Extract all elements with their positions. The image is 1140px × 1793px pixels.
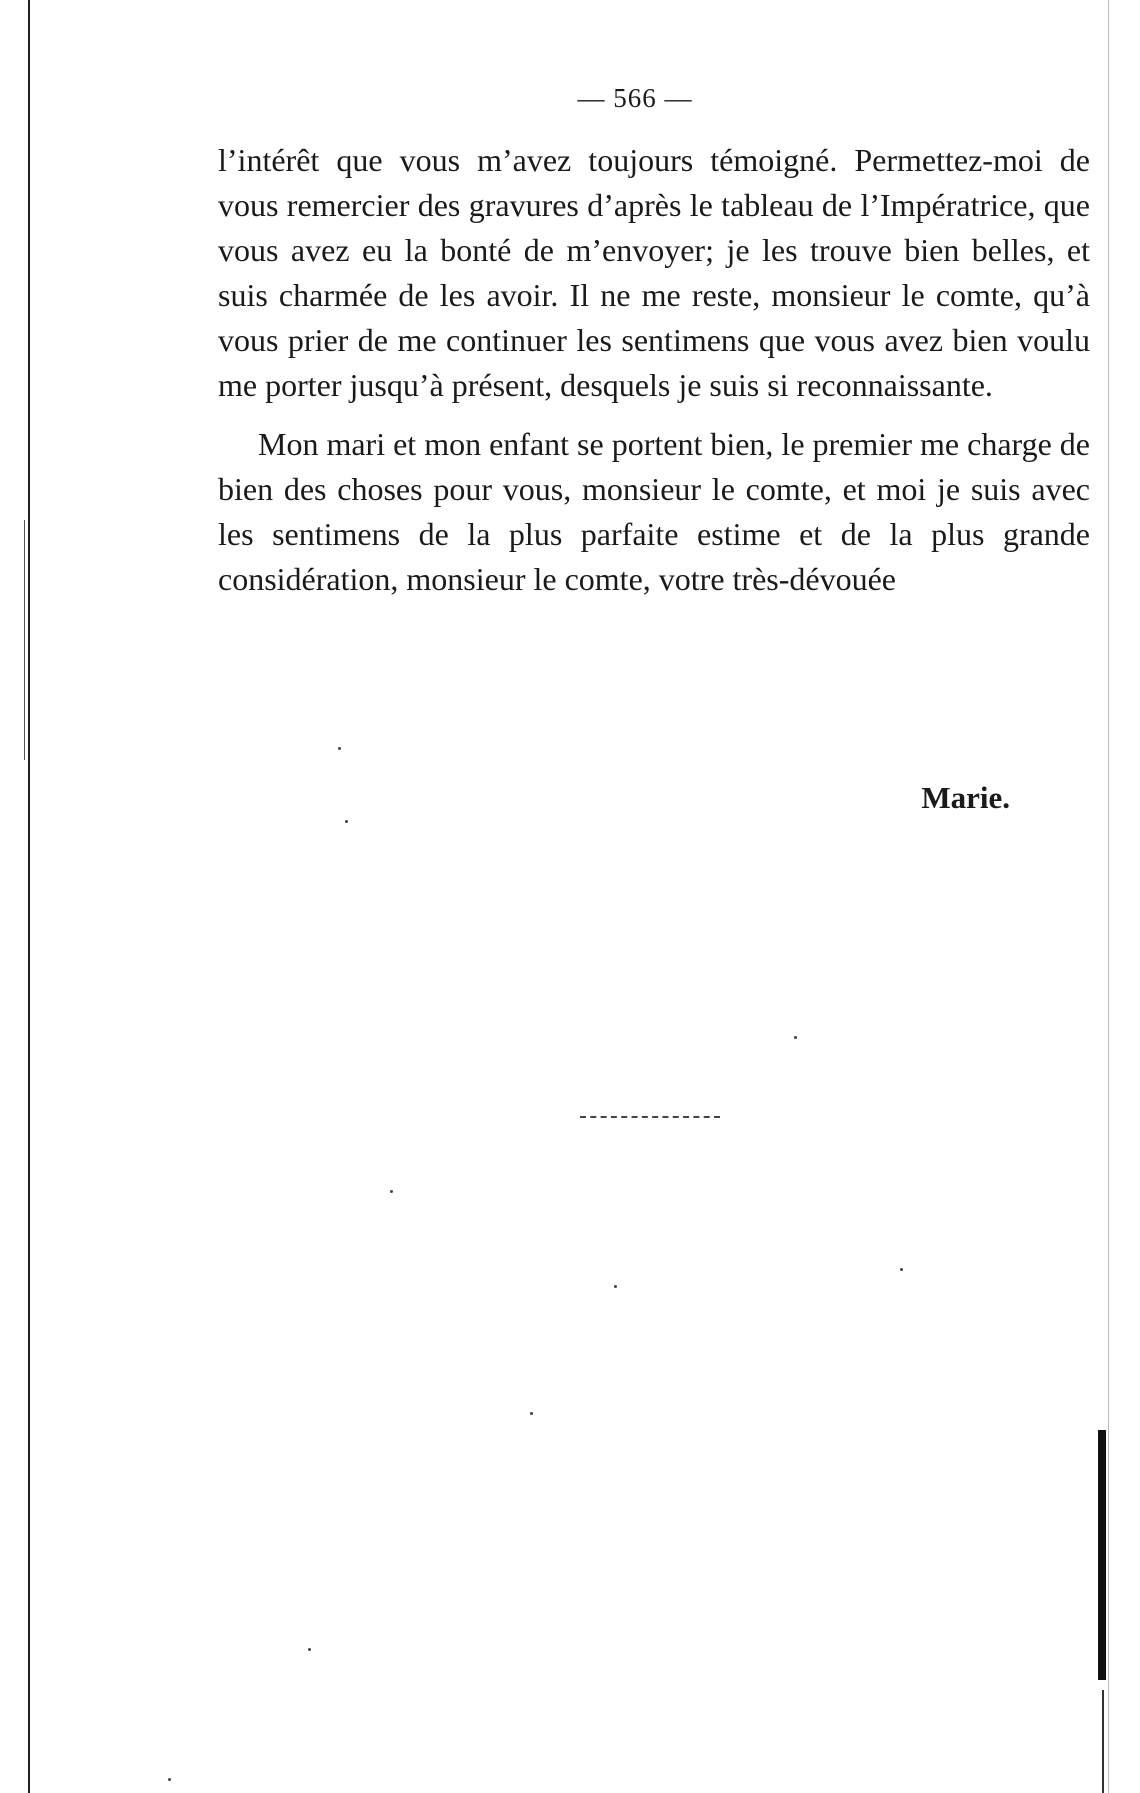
scan-speck [794,1036,797,1039]
signature: Marie. [921,780,1010,815]
scan-speck [390,1190,393,1193]
page-number: — 566 — [577,83,693,113]
scan-speck [338,747,341,750]
right-page-edge [1108,0,1109,1793]
paragraph-2: Mon mari et mon enfant se portent bien, le premier me charge de bien des choses pour vous, monsieur le comte, et moi je suis avec les sentimens de la plus parfaite estime et de la plus grande considération, monsieur le comte, votre très-dévouée [218,426,1090,597]
scan-speck [900,1268,903,1271]
letter-body [218,138,1090,602]
right-edge-scan-mark [1098,1430,1106,1680]
binding-edge-mark [24,520,25,760]
paragraph-1: l’intérêt que vous m’avez toujours témoigné. Permettez-moi de vous remercier des gravures d’après le tableau de l’Impératrice, que vous avez eu la bonté de m’envoyer; je les trouve bien belles, et suis charmée de les avoir. Il ne me reste, monsieur le comte, qu’à vous prier de me continuer les sentimens que vous avez bien voulu me porter jusqu’à présent, desquels je suis si reconnaissante. [218,142,1090,403]
binding-edge [28,0,30,1793]
scan-speck [168,1778,171,1781]
closing-rule [580,1116,720,1120]
scan-speck [614,1285,617,1288]
right-edge-scan-line [1102,1690,1104,1793]
scan-speck [308,1648,311,1651]
scan-speck [345,820,348,823]
scan-speck [530,1412,533,1415]
